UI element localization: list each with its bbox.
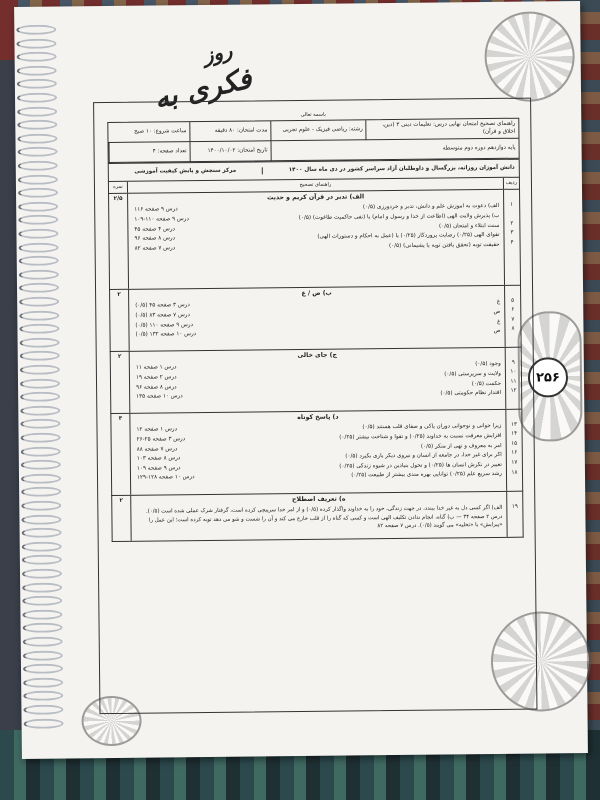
answer-text: زیرا جوانی و نوجوانی دوران پاکی و صفای قلب هستند (۰/۵) [362,423,502,431]
spiral-coil [23,664,63,674]
spiral-coil [19,242,59,252]
col-score-header: نمره [113,183,123,191]
spiral-coil [20,337,60,347]
spiral-coil [17,93,57,103]
row-number: ۱۴ [511,430,518,437]
row-number: ۱ [510,201,514,208]
section-score: ۲ [117,291,121,298]
spiral-coil [17,133,57,143]
lesson-reference: درس ۲ صفحه ۱۹ [135,374,177,381]
spiral-coil [23,705,63,715]
exam-start-time: ساعت شروع: ۱۰ صبح [108,122,189,143]
spiral-coil [22,582,62,592]
spiral-coil [19,256,59,266]
spiral-coil [19,297,59,307]
answer-sections [108,190,524,542]
answer-key-sheet [107,110,524,634]
row-number: ۱۸ [511,469,518,476]
answer-text: غ [496,299,501,306]
row-number: ۷ [511,316,515,323]
spiral-coil [18,201,58,211]
spiral-coil [23,623,63,633]
answer-text: ولایت و سرپرستی (۰/۵) [444,370,501,378]
spiral-coil [24,718,64,728]
row-number: ۱۶ [511,450,518,457]
answer-text: وجود (۰/۵) [475,361,501,368]
answer-text: الف) دعوت به آموزش علم و دانش، تدبر و خردورزی (۰/۵) [362,203,500,211]
row-number: ۹ [511,359,515,366]
spiral-coil [18,229,58,239]
spiral-coil [22,596,62,606]
lesson-reference: درس ۸ صفحه ۹۶ [136,383,177,391]
answer-text: امر به معروف و نهی از منکر (۰/۵) [420,442,502,450]
row-number [504,211,519,221]
lesson-reference: درس ۱۰ صفحه ۱۲۸-۱۲۹ [136,474,195,482]
spiral-coil [21,514,61,524]
section-score: ۲ [117,353,122,360]
row-number-spacer [506,412,521,422]
row-number: ۱۵ [511,440,518,447]
exam-field: رشته: ریاضی فیزیک - علوم تجربی [270,120,366,141]
spiral-coil [17,79,57,89]
spiral-coil [22,555,62,565]
section-title: ج) جای خالی [297,351,337,360]
row-number-column [504,286,521,347]
spiral-coil [22,528,62,538]
spiral-coil [22,609,62,619]
spiral-coil [19,310,59,320]
booklet-page [14,1,588,759]
row-number-column [505,410,522,491]
answer-text: حقیقت توبه (تحقق یافتن توبه یا پشیمانی) (۰/۵) [388,241,500,249]
row-number: ۲ [510,220,514,227]
spiral-coil [20,392,60,402]
exam-duration: مدت امتحان: ۸۰ دقیقه [189,121,270,142]
lesson-reference: درس ۹ صفحه ۱۱۰ (۰/۵) [135,321,194,329]
answer-text: تقوای الهی (۰/۲۵) رضایت پروردگار (۰/۲۵) یا (عمل به احکام و دستورات الهی) [317,232,500,240]
answer-section [108,190,521,290]
answer-body [127,190,504,289]
lesson-reference: درس ۴ صفحه ۴۵ [134,225,176,233]
row-number-column [503,190,520,285]
answer-text: ص [493,328,501,335]
answer-section [111,492,523,542]
spiral-coil [16,25,56,35]
answer-text: اقتدار نظام حکومتی (۰/۵) [440,390,502,397]
page-number-badge: ۲۵۶ [528,357,568,397]
answer-text: غ [497,318,501,325]
lesson-reference: درس ۷ صفحه ۸۲ [134,245,176,252]
lesson-reference: درس ۸ صفحه ۹۶ [134,235,176,242]
mandala-top-right-ornament [484,11,575,102]
spiral-coil [23,691,63,701]
col-guide-header: راهنمای تصحیح [127,178,503,193]
spiral-coil [20,351,60,361]
spiral-coil [17,106,57,116]
answer-section [109,286,522,352]
spiral-coil [21,501,61,511]
spiral-coil [19,269,59,279]
exam-grade: پایه دوازدهم دوره دوم متوسطه [271,139,519,162]
exam-title: راهنمای تصحیح امتحان نهایی درس: تعلیمات دینی ۳ (دین، اخلاق و قرآن) [366,119,519,141]
exam-date: تاریخ امتحان: ۱۴۰۰/۱۰/۰۲ [190,141,271,162]
row-number: ۱۹ [511,503,518,510]
bism-heading: باسمه تعالی [300,111,326,118]
row-number: ۱۱ [510,378,517,385]
row-number-column [505,348,522,409]
answer-text: افزایش معرفت نسبت به خداوند (۰/۲۵) و تقوا و شناخت بیشتر (۰/۲۵) [339,432,502,441]
exam-header-table [107,118,519,164]
spiral-coil [16,38,56,48]
definition-paragraph: الف) اگر کسی دل به غیر خدا ببندد، در جهت زندگی، خود را به خداوند واگذار کرده (۰/۵) و از امر خدا سرپیچی کرده است، گرفتار شرک عملی شده است (۰/۵). درس ۲ صفحه ۳۴ — ب) گناه، انجام ندادن تکلیف الهی است و کسی که گناه را از قلب خارج می کند و آن را شست و شو می دهد توبه کرده است؛ این عمل را «پیرایش» یا «تخلیه» می گویند (۰/۵). درس ۷ صفحه ۸۲ [145,505,503,530]
spiral-coil [21,460,61,470]
spiral-coil [19,283,59,293]
spiral-coil [18,161,58,171]
spiral-coil [20,419,60,429]
spiral-coil [21,433,61,443]
spiral-coil [21,487,61,497]
spiral-coil [21,473,61,483]
row-number: ۳ [510,230,514,237]
row-number: ۱۷ [511,459,518,466]
col-row-header: ردیف [503,178,519,189]
spiral-coil [17,52,57,62]
spiral-binding [14,25,66,745]
exam-page-count: تعداد صفحه: ۴ [109,142,190,163]
answer-text: حکمت (۰/۵) [471,380,502,387]
section-score: ۲ [119,497,123,504]
row-number: ۴ [510,239,514,246]
spiral-coil [22,569,62,579]
lesson-reference: درس ۷ صفحه ۸۸ [136,445,178,453]
lesson-reference: درس ۹ صفحه ۱۱۰-۱۰۹ [134,216,189,223]
row-number: ۵ [511,297,515,304]
spiral-coil [17,120,57,130]
answer-body [129,348,506,413]
answer-text: اگر برای غیر خدا، در جامعه از انسان و نیروی دیگر یاری بگیرد (۰/۵) [345,452,502,460]
answer-body [129,410,506,495]
spiral-coil [23,677,63,687]
answer-body [128,286,505,351]
spiral-coil [20,365,60,375]
spiral-coil [22,541,62,551]
spiral-coil [23,637,63,647]
answer-body [130,492,506,541]
lesson-reference: درس ۱ صفحه ۱۲ [136,426,178,434]
answer-text: تغییر در نگرش انسان ها (۰/۲۵) و تحول بنیادین در شیوه زندگی (۰/۲۵) [339,461,502,470]
section-title: الف) تدبر در قرآن کریم و حدیث [267,193,365,202]
spiral-coil [18,188,58,198]
lesson-reference: درس ۸ صفحه ۱۰۳ [136,455,181,462]
row-number: ۱۰ [510,368,517,375]
spiral-coil [17,65,57,75]
spiral-coil [20,405,60,415]
section-title: ه) تعریف اصطلاح [291,495,346,504]
section-score: ۳ [118,415,123,422]
answer-text: ص [493,308,501,315]
spiral-coil [18,215,58,225]
row-number-spacer [505,288,520,298]
lesson-reference: درس ۳ صفحه ۴۵ (۰/۵) [135,302,190,310]
row-number-column [506,492,522,537]
spiral-coil [19,324,59,334]
section-title: ب) ص / غ [301,289,332,297]
brand-line-2: روز [200,37,235,68]
lesson-reference: درس ۱۰ صفحه ۱۳۵ [136,393,183,400]
answer-section [110,410,523,496]
spiral-coil [21,446,61,456]
exam-organization: مرکز سنجش و پایش کیفیت آموزشی [113,167,263,176]
row-number-spacer [504,192,519,202]
lesson-reference: درس ۷ صفحه ۸۳ (۰/۵) [135,312,191,319]
answer-text: سنت ابتلاء و امتحان (۰/۵) [438,222,500,230]
brand-line-1: فکری به [151,61,255,116]
section-score: ۲/۵ [113,195,123,202]
spiral-coil [20,378,60,388]
spiral-coil [18,147,58,157]
lesson-reference: درس ۱ صفحه ۱۱ [135,364,177,372]
spiral-coil [18,174,58,184]
answer-text: ب) پذیرش ولایت الهی (اطاعت از خدا و رسول و امام) یا (نفی حاکمیت طاغوت) (۰/۵) [298,212,500,221]
answer-section [110,348,523,414]
row-number: ۶ [511,306,515,313]
exam-audience: دانش آموزان روزانه، بزرگسال و داوطلبان آزاد سراسر کشور در دی ماه سال ۱۴۰۰ [288,164,515,173]
lesson-reference: درس ۹ صفحه ۱۱۶ [134,206,178,214]
row-number: ۸ [511,326,515,333]
row-number: ۱۲ [510,388,517,395]
lesson-reference: درس ۱۰ صفحه ۱۳۲ (۰/۵) [135,331,197,338]
row-number: ۱۳ [510,421,518,428]
spiral-coil [23,650,63,660]
lesson-reference: درس ۹ صفحه ۱۰۹ [136,465,181,472]
section-title: د) پاسخ کوتاه [297,413,339,422]
answer-text: رشد سریع علم (۰/۲۵) توانایی بهره مندی بیشتر از طبیعت (۰/۲۵) [351,471,503,479]
row-number-spacer [507,494,522,504]
lesson-reference: درس ۳ صفحه ۲۵-۲۶ [136,436,186,443]
row-number-spacer [506,350,521,360]
